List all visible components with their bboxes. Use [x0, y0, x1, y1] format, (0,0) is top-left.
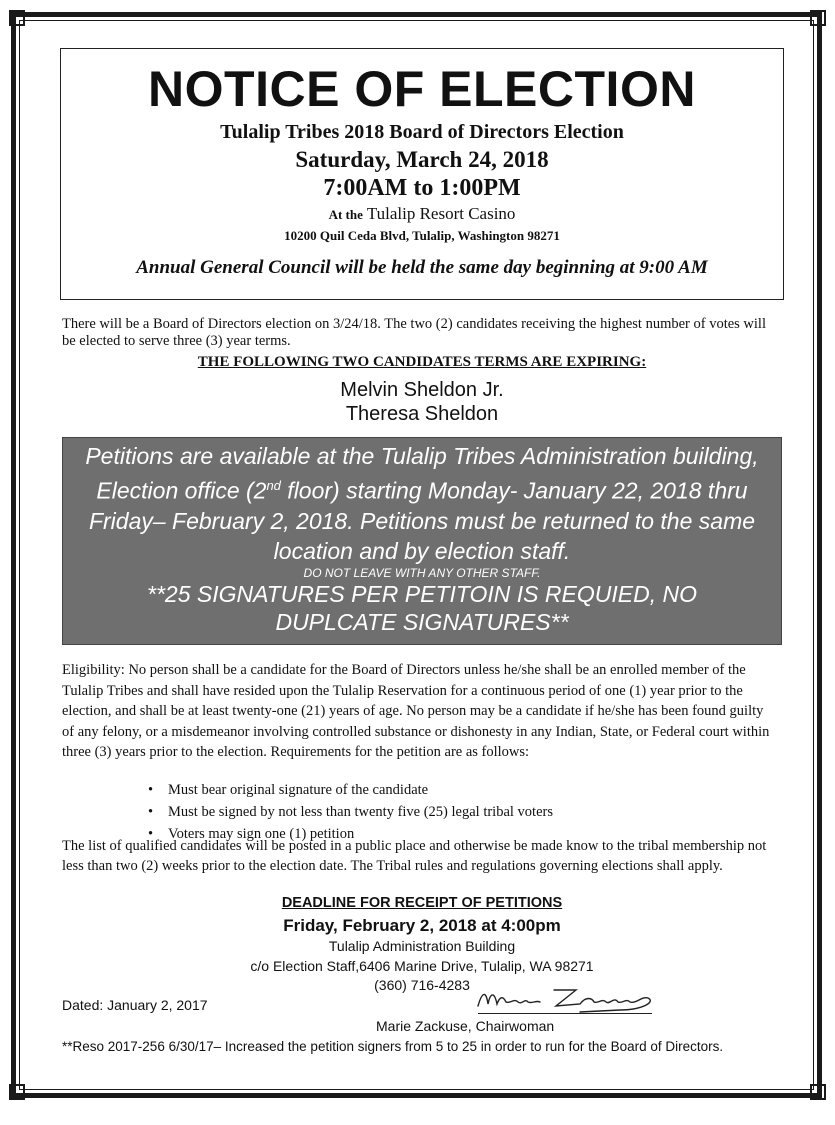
petition-info-box	[62, 437, 782, 645]
deadline-address: c/o Election Staff,6406 Marine Drive, Tulalip, WA 98271	[250, 958, 594, 974]
petition-signature-requirement: **25 SIGNATURES PER PETITOIN IS REQUIED, NO DUPLCATE SIGNATURES**	[147, 580, 697, 635]
intro-paragraph: There will be a Board of Directors election on 3/24/18. The two (2) candidates receiving the highest number of votes will be elected to serve three (3) year terms.	[62, 316, 766, 349]
candidate-name: Melvin Sheldon Jr.	[340, 379, 504, 401]
expiring-heading: THE FOLLOWING TWO CANDIDATES TERMS ARE EXPIRING:	[197, 354, 647, 370]
petition-text-b: floor) starting Monday- January 22, 2018 thru Friday– February 2, 2018. Petitions must be returned to the same location and by election staff.	[88, 477, 756, 564]
corner-ornament	[810, 10, 826, 26]
dated-line: Dated: January 2, 2017	[62, 997, 208, 1013]
list-item: • Must be signed by not less than twenty five (25) legal tribal voters	[148, 801, 553, 823]
deadline-heading: DEADLINE FOR RECEIPT OF PETITIONS	[281, 895, 563, 911]
list-item: • Voters may sign one (1) petition	[148, 823, 553, 845]
petition-text-a: Petitions are available at the Tulalip Tribes Administration building, Election office (2	[85, 443, 759, 504]
election-location	[61, 204, 783, 224]
handwritten-signature	[470, 982, 660, 1016]
petition-staff-warning: DO NOT LEAVE WITH ANY OTHER STAFF.	[303, 565, 541, 580]
eligibility-paragraph: Eligibility: No person shall be a candidate for the Board of Directors unless he/she shall be an enrolled member of the Tulalip Tribes and shall have resided upon the Tulalip Reservation for a continuous period of one (1) year prior to the election, and shall be at least twenty-one (21) years of age. No person may be a candidate if he/she has been found guilty of any felony, or a misdemeanor involving controlled substance or dishonesty in any Indian, State, or Federal court within three (3) years prior to the election. Requirements for the petition are as follows:	[62, 662, 770, 760]
election-time: 7:00AM to 1:00PM	[323, 175, 521, 201]
header-box	[60, 48, 784, 300]
general-council-note: Annual General Council will be held the same day beginning at 9:00 AM	[136, 257, 708, 278]
resolution-note: **Reso 2017-256 6/30/17– Increased the petition signers from 5 to 25 in order to run for the Board of Directors.	[62, 1039, 724, 1054]
list-item: • Must bear original signature of the candidate	[148, 779, 553, 801]
deadline-date: Friday, February 2, 2018 at 4:00pm	[283, 916, 561, 935]
corner-ornament	[9, 10, 25, 26]
election-address: 10200 Quil Ceda Blvd, Tulalip, Washington 98271	[284, 228, 560, 243]
signer-name: Marie Zackuse, Chairwoman	[376, 1018, 555, 1034]
candidate-list-paragraph: The list of qualified candidates will be posted in a public place and otherwise be made know to the tribal membership not less than two (2) weeks prior to the election date. The Tribal rules and regulations governing elections shall apply.	[62, 838, 767, 874]
petition-availability	[63, 441, 781, 566]
page-title: NOTICE OF ELECTION	[148, 61, 696, 117]
petition-superscript: nd	[266, 478, 281, 493]
election-date: Saturday, March 24, 2018	[295, 147, 549, 172]
corner-ornament	[9, 1084, 25, 1100]
deadline-phone: (360) 716-4283	[374, 977, 470, 993]
election-subtitle: Tulalip Tribes 2018 Board of Directors Election	[220, 121, 624, 143]
location-name: Tulalip Resort Casino	[366, 204, 516, 223]
deadline-building: Tulalip Administration Building	[328, 938, 516, 954]
location-prefix: At the	[328, 207, 363, 222]
corner-ornament	[810, 1084, 826, 1100]
signature-line	[478, 1013, 652, 1014]
candidate-name: Theresa Sheldon	[345, 403, 499, 425]
